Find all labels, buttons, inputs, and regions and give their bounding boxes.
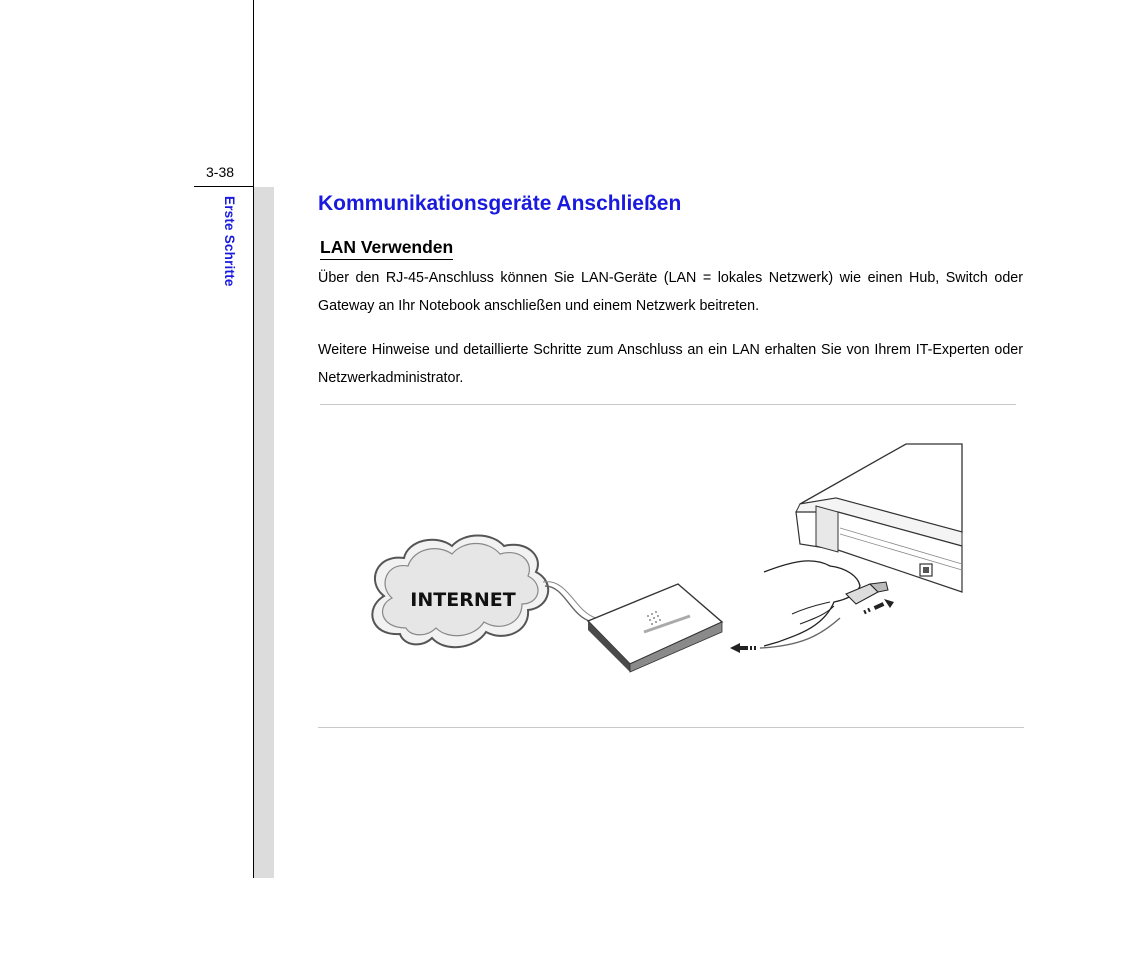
internet-cloud-icon [372, 536, 548, 648]
arrow-right-icon [863, 599, 894, 614]
subsection-title: LAN Verwenden [320, 237, 453, 260]
page-number-underline [194, 186, 254, 187]
page-number: 3-38 [206, 164, 235, 180]
divider-bottom [318, 727, 1024, 728]
hand-plug-icon [764, 561, 888, 646]
arrow-left-icon [730, 643, 756, 653]
internet-label: INTERNET [410, 589, 516, 611]
paragraph-lan-intro: Über den RJ-45-Anschluss können Sie LAN-Geräte (LAN = lokales Netzwerk) wie einen Hub, Switch oder Gateway an Ihr Notebook anschließen und einem Netzwerk beitreten. [318, 270, 1023, 314]
chapter-label: Erste Schritte [222, 196, 237, 287]
paragraph-lan-hint: Weitere Hinweise und detaillierte Schritte zum Anschluss an ein LAN erhalten Sie von Ihrem IT-Experten oder Netzwerkadministrator. [318, 342, 1023, 386]
router-icon [588, 584, 722, 672]
divider-top [320, 404, 1016, 405]
section-title: Kommunikationsgeräte Anschließen [318, 192, 682, 215]
lan-illustration [360, 436, 970, 676]
sidebar-bar [254, 187, 274, 878]
